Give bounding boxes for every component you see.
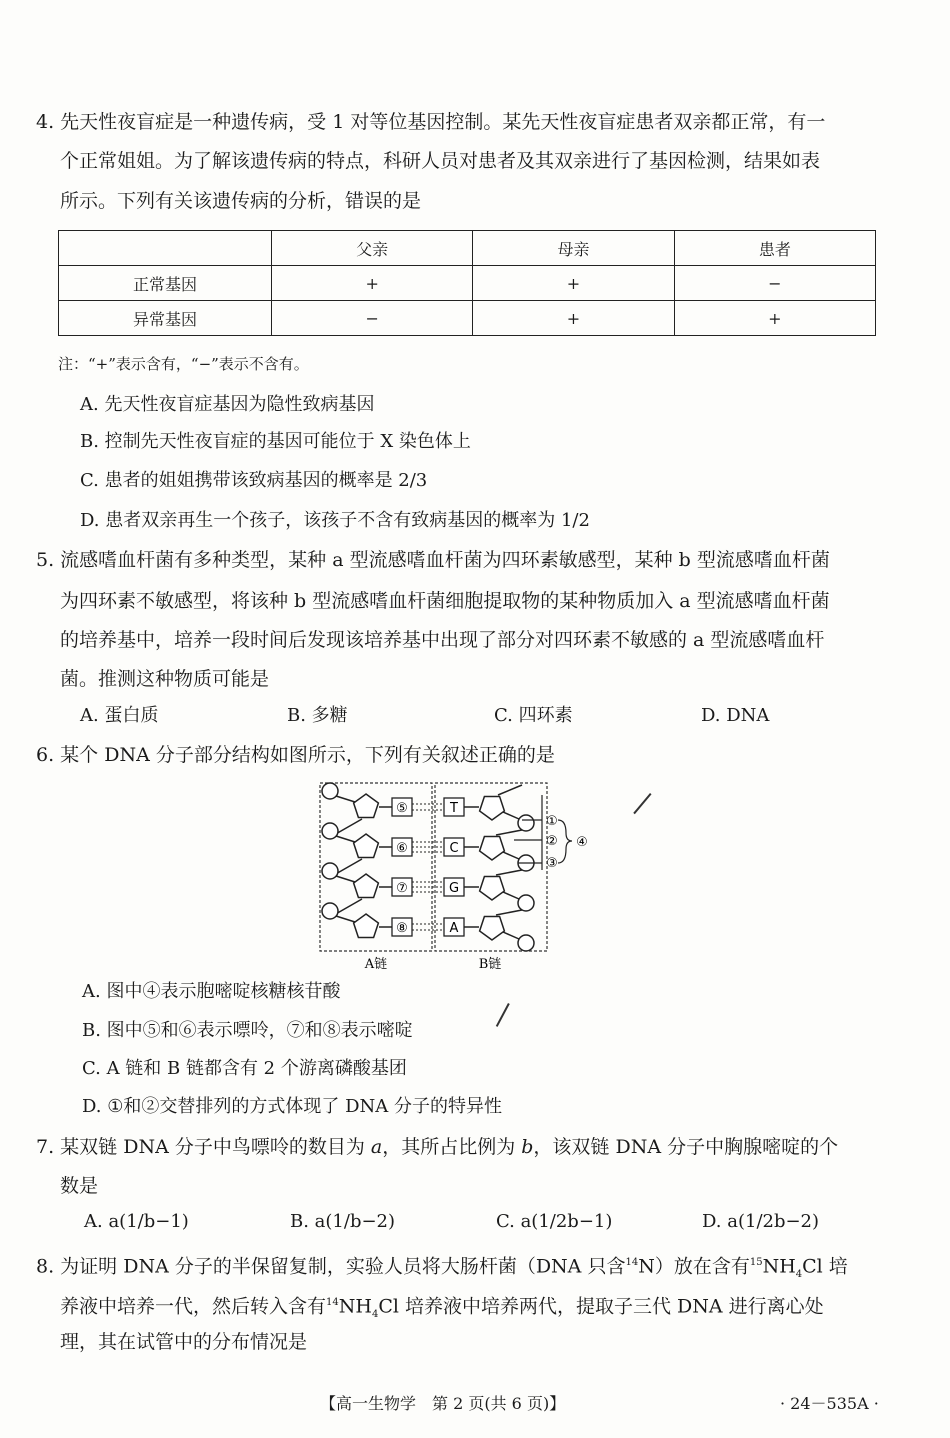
phosphate-right (518, 895, 534, 911)
q5-stem-line3: 的培养基中，培养一段时间后发现该培养基中出现了部分对四环素不敏感的 a 型流感嗜血杆 (60, 629, 825, 651)
backbone-right (496, 870, 522, 875)
table-header-cell: 患者 (674, 231, 875, 266)
bond-right (503, 932, 519, 939)
q8-stem-line2 (60, 1289, 910, 1329)
page-footer: 【高一生物学 第 2 页(共 6 页)】 (320, 1394, 566, 1413)
bond-right (503, 892, 519, 899)
q8-sub-1: 4 (795, 1269, 803, 1281)
table-row-label: 正常基因 (59, 266, 272, 301)
q6-option-c[interactable]: C. A 链和 B 链都含有 2 个游离磷酸基团 (82, 1058, 407, 1079)
q4-option-c[interactable]: C. 患者的姐姐携带该致病基因的概率是 2/3 (80, 470, 428, 491)
sugar-left (354, 874, 379, 898)
table-cell: + (473, 301, 674, 336)
table-note: 注：“+”表示含有，“−”表示不含有。 (58, 355, 309, 373)
q8-text-1: 8. 为证明 DNA 分子的半保留复制，实验人员将大肠杆菌（DNA 只含 (36, 1255, 626, 1278)
dna-diagram-svg (300, 775, 620, 975)
q6-option-d[interactable]: D. ①和②交替排列的方式体现了 DNA 分子的特异性 (82, 1096, 502, 1117)
table-row (59, 301, 876, 336)
q7-stem-line1 (36, 1133, 910, 1161)
q5-option-b[interactable]: B. 多糖 (287, 705, 348, 726)
table-cell: − (272, 301, 473, 336)
phosphate-left (322, 823, 338, 839)
q8-sup-2: 15 (749, 1257, 763, 1268)
base-label-6: ⑥ (396, 841, 408, 856)
q8-text-7: Cl 培养液中培养两代，提取子三代 DNA 进行离心处 (378, 1295, 824, 1318)
sugar-right (480, 917, 505, 941)
q4-stem-line3: 所示。下列有关该遗传病的分析，错误的是 (60, 190, 422, 212)
chain-b-backbone (464, 785, 534, 951)
chain-b-label: B链 (478, 957, 502, 972)
q8-text-6: NH (338, 1295, 372, 1318)
q4-stem-line1: 4. 先天性夜盲症是一种遗传病，受 1 对等位基因控制。某先天性夜盲症患者双亲都正常，有一 (36, 111, 826, 133)
hydrogen-bonds (412, 804, 444, 930)
bond-left (336, 796, 355, 802)
q8-sup-3: 14 (326, 1297, 339, 1308)
q7-stem-part1: 7. 某双链 DNA 分子中鸟嘌呤的数目为 (36, 1136, 371, 1158)
q8-sup-1: 14 (625, 1257, 639, 1268)
pen-mark (633, 793, 651, 814)
sugar-right (480, 797, 505, 821)
phosphate-left (322, 783, 338, 799)
phosphate-right (518, 815, 534, 831)
q8-stem-line1 (36, 1249, 910, 1289)
exam-code: · 24－535A · (780, 1394, 879, 1413)
q6-option-a[interactable]: A. 图中④表示胞嘧啶核糖核苷酸 (82, 981, 341, 1002)
bond-right (503, 812, 519, 819)
sugar-right (480, 837, 505, 861)
q4-option-a[interactable]: A. 先天性夜盲症基因为隐性致病基因 (80, 394, 375, 415)
dna-structure-diagram (300, 775, 620, 979)
table-cell: − (674, 266, 875, 301)
q8-text-4: Cl 培 (802, 1255, 848, 1278)
sugar-left (354, 914, 379, 938)
sugar-right (480, 877, 505, 901)
sugar-left (354, 794, 379, 818)
q5-option-c[interactable]: C. 四环素 (494, 705, 573, 726)
base-label-5: ⑤ (396, 801, 408, 816)
label-1: ① (546, 814, 558, 829)
bond-left (336, 876, 355, 882)
base-label-c: C (449, 841, 459, 856)
q8-stem-line3: 理，其在试管中的分布情况是 (60, 1331, 308, 1353)
table-header-cell: 母亲 (473, 231, 674, 266)
q7-option-b[interactable]: B. a(1/b−2) (290, 1211, 396, 1232)
base-label-g: G (448, 881, 460, 896)
table-header-cell: 父亲 (272, 231, 473, 266)
bond-left (336, 836, 355, 842)
phosphate-left (322, 863, 338, 879)
bond-left (336, 916, 355, 922)
base-label-t: T (450, 801, 458, 816)
q7-option-a[interactable]: A. a(1/b−1) (84, 1211, 189, 1232)
chain-a-label: A链 (364, 957, 388, 972)
q8-text-3: NH (762, 1255, 796, 1278)
label-4: ④ (576, 835, 588, 850)
phosphate-right (518, 935, 534, 951)
backbone-right (496, 910, 522, 915)
base-label-8: ⑧ (396, 921, 408, 936)
q7-stem-line2: 数是 (60, 1175, 99, 1197)
table-header-row (59, 231, 876, 266)
q7-stem-part2: ，其所占比例为 (382, 1136, 522, 1158)
q5-stem-line1: 5. 流感嗜血杆菌有多种类型，某种 a 型流感嗜血杆菌为四环素敏感型，某种 b 型流感嗜血杆菌 (36, 549, 830, 571)
q7-stem-part3: ，该双链 DNA 分子中胸腺嘧啶的个 (533, 1136, 839, 1158)
q4-option-b[interactable]: B. 控制先天性夜盲症的基因可能位于 X 染色体上 (80, 431, 471, 452)
table-row-label: 异常基因 (59, 301, 272, 336)
q8-text-5: 养液中培养一代，然后转入含有 (60, 1295, 327, 1318)
base-label-7: ⑦ (396, 881, 408, 896)
q5-option-a[interactable]: A. 蛋白质 (80, 705, 159, 726)
table-cell: + (272, 266, 473, 301)
table-row (59, 266, 876, 301)
label-2: ② (546, 834, 558, 849)
q4-option-d[interactable]: D. 患者双亲再生一个孩子，该孩子不含有致病基因的概率为 1/2 (80, 510, 590, 531)
q8-text-2: N）放在含有 (638, 1255, 750, 1278)
q8-sub-2: 4 (371, 1309, 379, 1321)
q7-option-d[interactable]: D. a(1/2b−2) (702, 1211, 820, 1232)
label-3: ③ (546, 856, 558, 871)
q5-stem-line4: 菌。推测这种物质可能是 (60, 668, 270, 690)
base-label-a: A (449, 921, 459, 936)
backbone-right (496, 830, 522, 835)
q4-stem-line2: 个正常姐姐。为了解该遗传病的特点，科研人员对患者及其双亲进行了基因检测，结果如表 (60, 150, 821, 172)
sugar-left (354, 834, 379, 858)
q7-var-a: a (370, 1136, 383, 1158)
q7-option-c[interactable]: C. a(1/2b−1) (496, 1211, 613, 1232)
q7-var-b: b (521, 1136, 534, 1158)
q5-stem-line2: 为四环素不敏感型，将该种 b 型流感嗜血杆菌细胞提取物的某种物质加入 a 型流感嗜血杆菌 (60, 590, 830, 612)
q5-option-d[interactable]: D. DNA (701, 705, 770, 726)
phosphate-left (322, 903, 338, 919)
pen-mark (496, 1003, 510, 1027)
table-header-cell (59, 231, 272, 266)
backbone-right (498, 785, 522, 795)
table-cell: + (473, 266, 674, 301)
gene-table (58, 230, 876, 336)
q6-option-b[interactable]: B. 图中⑤和⑥表示嘌呤，⑦和⑧表示嘧啶 (82, 1020, 413, 1041)
q6-stem: 6. 某个 DNA 分子部分结构如图所示，下列有关叙述正确的是 (36, 744, 555, 766)
bond-right (503, 852, 519, 859)
table-cell: + (674, 301, 875, 336)
chain-a-backbone (322, 783, 392, 938)
